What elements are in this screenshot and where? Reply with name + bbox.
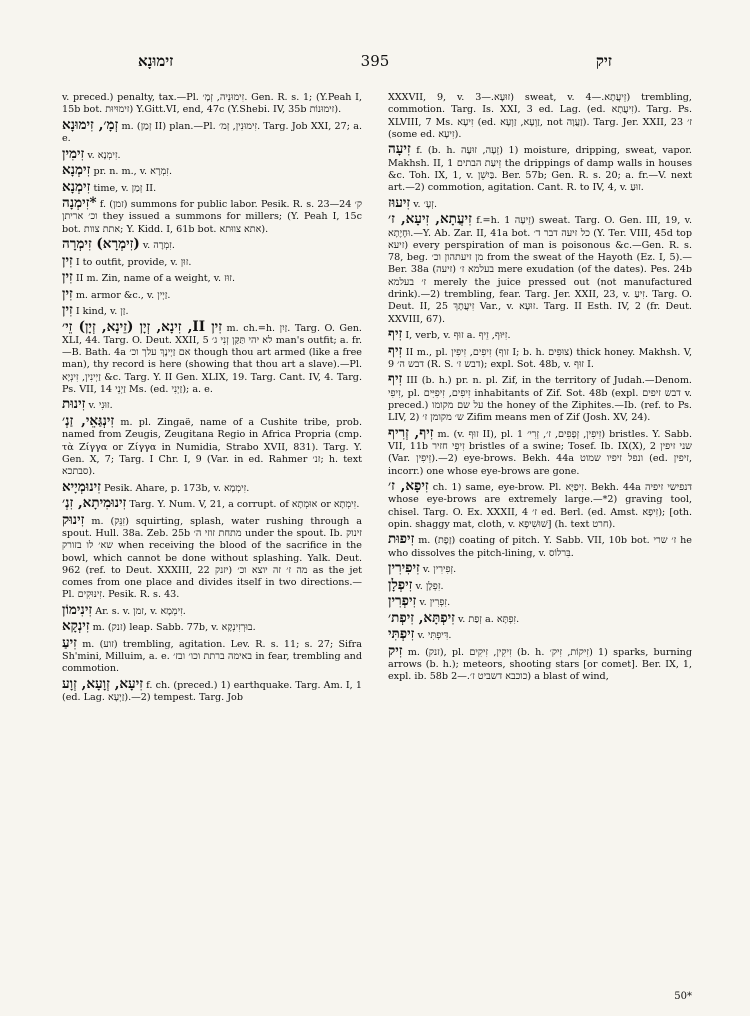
entry-definition: v. זְפַת a. זִפְתָּא.	[458, 613, 520, 625]
entry-definition: Targ. Y. Num. V, 21, a corrupt. of אוּמְתָא or זִימְתָא.	[129, 499, 360, 511]
header-right-word: זיק	[595, 52, 612, 70]
dictionary-entry	[62, 163, 362, 178]
entry-definition: v. preced.) penalty, tax.—Pl. זִימוּנֵיה, זְמָ׳. Gen. R. s. 1; (Y.Peah I, 15b bot. זימוּיוּת) Y.Gitt.VI, end, 47c (Y.Shebi. IV, 35b זימוּנוֹת).	[62, 92, 362, 116]
entry-headword: זִיף	[388, 326, 403, 343]
entry-definition: v. זִפְרִין.	[419, 597, 451, 609]
entry-definition: v. זִמְרָה.	[142, 240, 175, 252]
page-header	[60, 52, 690, 76]
entry-definition: f. (זמן) summons for public labor. Pesik. R. s. 23—24 ק׳ וכ׳ אריתן they issued a summons for millers; (Y. Peah I, 15c bot. אתת צוות; Y. Kidd. I, 61b bot. אתא צווּתא).	[62, 199, 362, 235]
entry-headword: זִין II, זִינָא, זְיָן (זֵינָא, זְיָן) זֵי׳	[62, 318, 222, 335]
entry-definition: ch. 1) same, eye-brow. Pl. זִיפַיָּא. Bekh. 44a דנפישי זיפיה whose eye-brows are extremely large.—*2) graving tool, chisel. Targ. O. Ex. XXXII, 4 ז׳ ed. Berl. (ed. Amst. זִיפָא); [oth. opin. shaggy mat, cloth, v. שׁוּשִׁיפָא] (h. text חרט).	[388, 482, 692, 530]
dictionary-entry	[62, 118, 362, 146]
entry-headword: זִין	[62, 252, 73, 269]
dictionary-entry	[388, 142, 692, 194]
entry-headword: זִיף, זְרִיף	[388, 424, 434, 441]
entry-definition: m. (זִנֵּק) squirting, splash, water rushing through a spout. Hull. 38a. Zeb. 25b מתחת זוזי ה׳ under the spout. Ib. זינוק שא׳ לו בזורק when receiving the blood of the sacrifice in the bowl, which cannot be done without splashing. Yalk. Deut. 962 (ref. to Deut. XXXIII, 22 יזנק) מה ז׳ זה יוצא וכ׳ as the jet comes from one place and divides itself in two directions.—Pl. זִינּוּקִים. Pesik. R. s. 43.	[62, 515, 362, 601]
entry-headword: זִינְגַּאֵי, זַנְ׳	[62, 412, 115, 429]
entry-headword: זִיפְתָּא, זִיפְת׳	[388, 609, 455, 626]
entry-headword: זִיעָה	[388, 141, 411, 158]
entry-headword: זִינוּת	[62, 396, 86, 413]
entry-headword: זִימִין	[62, 145, 85, 162]
dictionary-entry	[62, 480, 362, 495]
dictionary-entry	[388, 561, 692, 576]
entry-definition: I, verb, v. זוּף a. זִיּוּף, זֵיף.	[405, 330, 511, 342]
dictionary-entry	[62, 270, 362, 285]
dictionary-entry	[62, 677, 362, 705]
entry-headword: זִיף	[388, 371, 403, 388]
entry-definition: Ar. s. v. זמן, v. זִימְמָא.	[95, 605, 186, 617]
entry-headword: *זִימְנָה	[62, 195, 97, 212]
dictionary-entry	[388, 372, 692, 424]
dictionary-entry	[388, 92, 692, 141]
entry-headword: זִיעַ	[62, 634, 77, 651]
dictionary-entry	[62, 237, 362, 252]
entry-definition: m. pl. Zingaë, name of a Cushite tribe, prob. named from Zeugis, Zeugitana Regio in Africa Propria (cmp. τὰ Ζίγγα or Ζίγγα in Numidia, Strabo XVII, 831). Targ. Y. Gen. X, 7; Targ. I Chr. I, 9 (Var. in ed. Rahmer זנ׳; h. text סבתכא).	[62, 416, 363, 478]
dictionary-entry	[388, 327, 692, 342]
entry-headword: זִין	[62, 285, 73, 302]
dictionary-entry	[388, 594, 692, 609]
signature-mark: 50*	[674, 991, 692, 1002]
entry-headword: זִיפָא, ז׳	[388, 478, 429, 495]
entry-definition: v. זְעָ׳.	[413, 198, 438, 210]
entry-definition: time, v. זְמַן II.	[93, 182, 157, 194]
entry-headword: זִיפְרִין	[388, 593, 417, 610]
entry-definition: v. זוּנִי.	[88, 400, 113, 412]
dictionary-entry	[388, 578, 692, 593]
dictionary-entry	[62, 287, 362, 302]
dictionary-entry	[62, 254, 362, 269]
entry-definition: f. (b. h. זֵעָה, זוּעָה) 1) moisture, dripping, sweat, vapor. Makhsh. II, 1 זֵיעַת הבתים the drippings of damp walls in houses &c. Toh. IX, 1, v. בַּיִשֵׁן. Ber. 57b; Gen. R. s. 20; a. fr.—V. next art.—2) commotion, agitation. Cant. R. to IV, 4, v. זוּעַ.	[388, 145, 692, 194]
entry-headword: זִיף	[388, 342, 403, 359]
entry-headword: זִינוּמְיָיא	[62, 478, 101, 495]
entry-headword: זִיפִירִין	[388, 560, 420, 577]
entry-headword: זִינוּמִיתָא, זִנְ׳	[62, 495, 127, 512]
entry-definition: III (b. h.) pr. n. pl. Zif, in the territory of Judah.—Denom. זִיפִי, pl. זִיפִים, זִיפִיִּים inhabitants of Zif. Sot. 48b (expl. דבש זיפים v. preced.) על שם מקומו the honey of the Ziphites.—Ib. (ref. to Ps. LIV, 2) ש׳ מקומן ז׳ Zifim means men of Zif (Josh. XV, 24).	[388, 375, 692, 424]
entry-definition: II m., pl. זִיפִים, זִיפִין (זוף I; b. h. צוּפִים) thick honey. Makhsh. V, 9 דבש ה׳ (R. S. דבש ז׳); expl. Sot. 48b, v. זוּף I.	[388, 346, 693, 370]
entry-definition: m. (זְמַן II) plan.—Pl. זִימוּנִין, זְמ׳. Targ. Job XXI, 27; a. e.	[62, 120, 362, 145]
dictionary-entry	[62, 320, 362, 397]
entry-definition: XXXVII, 9, v. זוּעָא.—3) sweat, v. זֵיעֲתָא.—4) trembling, commotion. Targ. Is. XXI, 3 ed. Lag. (ed. זִיעֲתָא). Targ. Ps. XLVIII, 7 Ms. זִיעָא (ed. זַוְעָא, זַוְעָא, not זַעֲוָה). Targ. Jer. XXII, 23 ז׳ (some ed. זִיעָא).	[388, 92, 692, 140]
entry-definition: v. זִימְנָא.	[87, 149, 121, 161]
entry-headword: זִינוּק	[62, 511, 85, 528]
dictionary-entry	[388, 344, 692, 372]
dictionary-entry	[388, 532, 692, 560]
right-column	[388, 92, 692, 685]
dictionary-entry	[388, 212, 692, 326]
entry-headword: זִין	[62, 269, 73, 286]
entry-definition: m. armor &c., v. זַיְין.	[75, 289, 171, 301]
dictionary-entry	[62, 303, 362, 318]
entry-headword: (זִימְרָא) זִימְרָה	[62, 236, 140, 253]
dictionary-entry	[62, 636, 362, 676]
dictionary-entry	[62, 513, 362, 602]
entry-headword: זִינְקָא	[62, 618, 90, 635]
dictionary-entry	[62, 92, 362, 117]
dictionary-entry	[62, 397, 362, 412]
dictionary-entry	[388, 627, 692, 642]
entry-headword: זִיעָא, זְוָעָא, זְוָע	[62, 675, 144, 692]
entry-definition: v. זִפְלָן.	[415, 580, 444, 592]
dictionary-entry	[62, 147, 362, 162]
entry-definition: pr. n. m., v. זִמְרָא.	[93, 166, 173, 178]
entry-definition: Pesik. Ahare, p. 173b, v. זִימְמָא.	[103, 482, 250, 494]
entry-definition: m. (זנק) leap. Sabb. 77b, v. בוּרְזִינְקָא.	[92, 622, 256, 634]
header-left-word: זימוּנָא	[138, 52, 174, 70]
entry-definition: m. (זנק), pl. זִיקִין, זִיקִים (b. h. זִיקוֹת, זִיק׳) 1) sparks, burning arrows (b. h.); meteors, shooting stars [or comet]. Ber. IX, 1, expl. ib. 58b כוכבא דשביט ז׳.—2) a blast of wind,	[388, 646, 692, 683]
entry-definition: v. זְפִירִין.	[422, 564, 457, 576]
dictionary-entry	[62, 619, 362, 634]
entry-definition: II m. Zin, name of a weight, v. זוּז.	[75, 273, 236, 285]
left-column	[62, 92, 362, 706]
dictionary-entry	[388, 426, 692, 478]
entry-headword: זִיעֲתָא, זִיעָא, ז׳	[388, 211, 472, 228]
entry-definition: I to outfit, provide, v. זוּן.	[75, 256, 192, 268]
dictionary-entry	[62, 496, 362, 511]
entry-headword: זְמָ׳, זִימוּנָא	[62, 116, 119, 133]
entry-definition: f.=h. זֵיעָה 1) sweat. Targ. O. Gen. III, 19, v. וּחֶיֶתָא.—Y. Ab. Zar. II, 41a bot. כל זיעה דבר ד׳ (Y. Ter. VIII, 45d top זיעא) every perspiration of man is poisonous &c.—Gen. R. s. 78, beg. מן זיעתהון וכ׳ from the sweat of the Hayoth (Ez. I, 5).—Ber. 38a (זיעה) בעלמא ז׳ mere exudation (of the dates). Pes. 24b ז׳ בעלמא merely the juice pressed out (not manufactured drink).—2) trembling, fear. Targ. Jer. XXII, 23, v. זִיעַ. Targ. O. Deut. II, 25 זִיעֲתָךְ Var., v. זוּעָא. Targ. II Esth. IV, 2 (fr. Deut. XXVIII, 67).	[388, 215, 693, 325]
dictionary-entry	[62, 603, 362, 618]
entry-definition: m. (זוע) trembling, agitation. Lev. R. s. 11; s. 27; Sifra Sh'mini, Milluim, a. e. באימה ברתת וכו׳ ובז׳ in fear, trembling and commotion.	[62, 638, 362, 675]
entry-definition: I kind, v. זַן.	[75, 306, 129, 318]
entry-headword: זִין	[62, 302, 73, 319]
entry-headword: זִיפְתִּי	[388, 626, 415, 643]
entry-definition: f. ch. (preced.) 1) earthquake. Targ. Am. I, 1 (ed. Lag. זַיְעָא).—2) tempest. Targ. Job	[62, 679, 362, 704]
entry-definition: m. ch.=h. זַיִן. Targ. O. Gen. XLI, 44. Targ. O. Deut. XXII, 5 לא יהי תַּקַּן זְנִי ג׳ man's outfit; a. fr.—B. Bath. 4a אם זַיְינָךְ עלך וכ׳ though thou art armed (like a free man), thy record is here (showing that thou art a slave).—Pl. זַיְינִין, זִינְיָא &c. Targ. Y. II Gen. XLIX, 19. Targ. Cant. IV, 4. Targ. Ps. VII, 14 זַיְנֵי Ms. (ed. זַיְנִי); a. e.	[62, 322, 363, 395]
entry-headword: זִיק	[388, 642, 403, 659]
dictionary-entry	[388, 196, 692, 211]
dictionary-entry	[388, 479, 692, 531]
entry-headword: זִימְנָא	[62, 162, 91, 179]
dictionary-entry	[388, 644, 692, 684]
page-number: 395	[360, 52, 390, 70]
dictionary-entry	[388, 611, 692, 626]
entry-headword: זִיעוּז	[388, 194, 411, 211]
entry-headword: זִיפוּת	[388, 531, 415, 548]
dictionary-entry	[62, 196, 362, 236]
entry-headword: זִינִימוֹן	[62, 601, 93, 618]
entry-definition: m. (v. זוּף II), pl. זִיפִין, זְפָפִים, ז׳, זְרִי׳ 1) bristles. Y. Sabb. VII, 11b זִיפֵי חזיר bristles of a swine; Tosef. Ib. IX(X), 2 שני זיפין (Var. זֵיפִין).—2) eye-brows. Bekh. 44a ונפל זיפיו שמוט (ed. זיפין, incorr.) one whose eye-brows are gone.	[388, 428, 693, 477]
dictionary-entry	[62, 414, 362, 478]
entry-headword: זִימְנָא	[62, 178, 91, 195]
dictionary-entry	[62, 180, 362, 195]
entry-definition: m. (זָפֶת) coating of pitch. Y. Sabb. VII, 10b bot. ז׳ שרי he who dissolves the pitch-lining, v. בִּרלוֹס.	[388, 535, 692, 559]
entry-headword: זִיפְלָן	[388, 576, 413, 593]
entry-definition: v. דִּיפְתִּי.	[417, 630, 452, 642]
